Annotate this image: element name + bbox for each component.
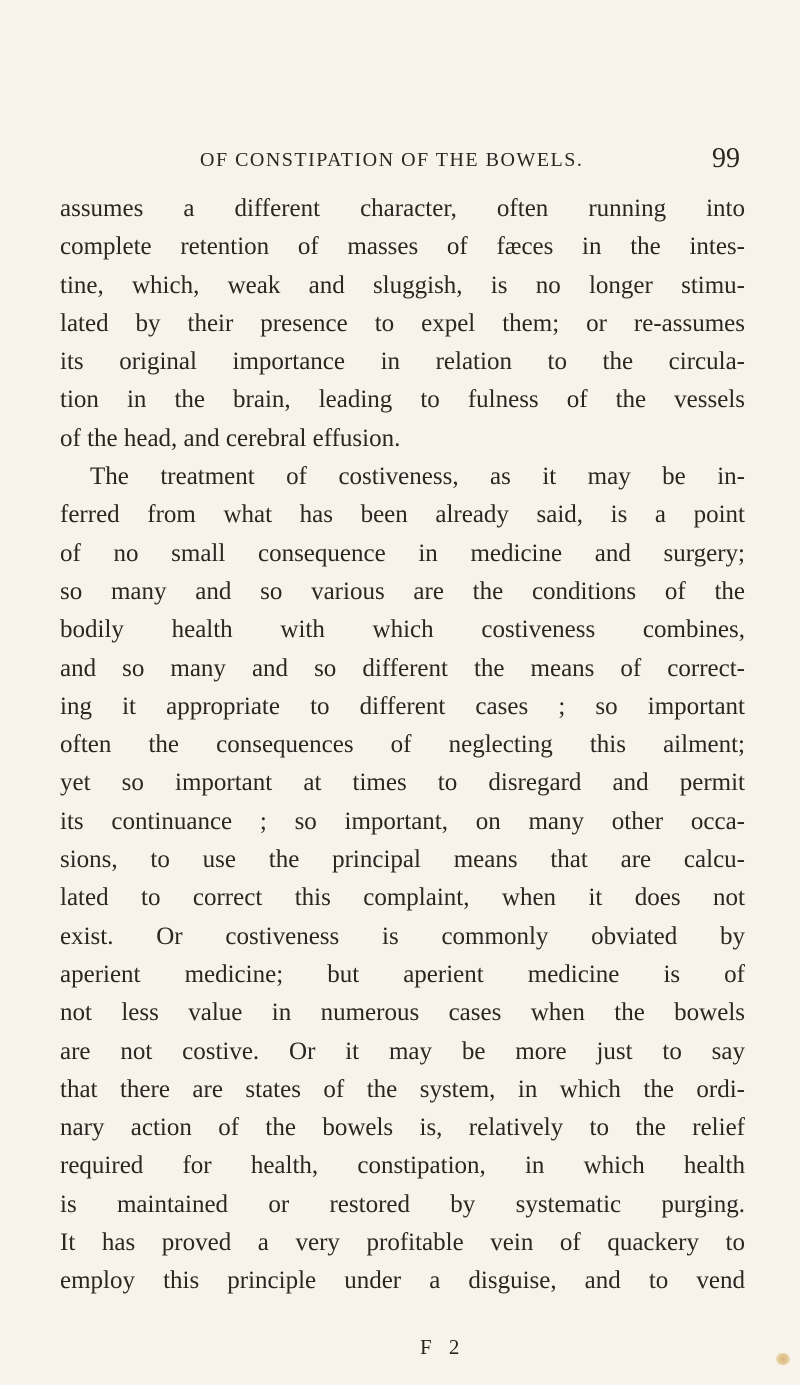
text-line: bodily health with which costiveness combines, xyxy=(60,616,745,644)
text-line: employ this principle under a disguise, and to vend xyxy=(60,1267,745,1295)
text-line: lated to correct this complaint, when it does not xyxy=(60,884,745,912)
text-line: complete retention of masses of fæces in the intes- xyxy=(60,233,745,261)
text-line: tine, which, weak and sluggish, is no longer stimu- xyxy=(60,271,745,299)
text-line: sions, to use the principal means that are calcu- xyxy=(60,846,745,874)
text-line: its original importance in relation to the circula- xyxy=(60,348,745,376)
text-line: not less value in numerous cases when the bowels xyxy=(60,999,745,1027)
text-line: ing it appropriate to different cases ; so important xyxy=(60,692,745,720)
text-line: of no small consequence in medicine and surgery; xyxy=(60,539,745,567)
page-number: 99 xyxy=(712,143,740,174)
text-line: assumes a different character, often running into xyxy=(60,195,745,222)
paper-stain xyxy=(776,1353,790,1365)
text-line: aperient medicine; but aperient medicine is of xyxy=(60,960,745,988)
text-line: yet so important at times to disregard and permit xyxy=(60,769,745,797)
text-line: are not costive. Or it may be more just to say xyxy=(60,1037,745,1065)
text-line: so many and so various are the conditions of the xyxy=(60,577,745,605)
text-line: exist. Or costiveness is commonly obviated by xyxy=(60,922,745,950)
running-title: OF CONSTIPATION OF THE BOWELS. xyxy=(200,149,584,171)
text-line: that there are states of the system, in which the ordi- xyxy=(60,1075,745,1103)
text-line: and so many and so different the means of correct- xyxy=(60,654,745,682)
text-line: The treatment of costiveness, as it may be in- xyxy=(90,463,745,491)
text-line: tion in the brain, leading to fulness of the vessels xyxy=(60,386,745,414)
text-line: nary action of the bowels is, relatively to the relief xyxy=(60,1114,745,1142)
text-line: its continuance ; so important, on many other occa- xyxy=(60,807,745,835)
text-line: It has proved a very profitable vein of quackery to xyxy=(60,1229,745,1257)
text-line: lated by their presence to expel them; or re-assumes xyxy=(60,309,745,337)
text-line: of the head, and cerebral effusion. xyxy=(60,424,401,452)
text-line: required for health, constipation, in which health xyxy=(60,1152,745,1180)
text-line: often the consequences of neglecting this ailment; xyxy=(60,731,745,759)
text-line: is maintained or restored by systematic purging. xyxy=(60,1190,745,1218)
text-line: ferred from what has been already said, is a point xyxy=(60,501,745,529)
running-head xyxy=(60,143,740,183)
signature-mark: F 2 xyxy=(420,1335,466,1359)
body-text xyxy=(60,190,745,1301)
